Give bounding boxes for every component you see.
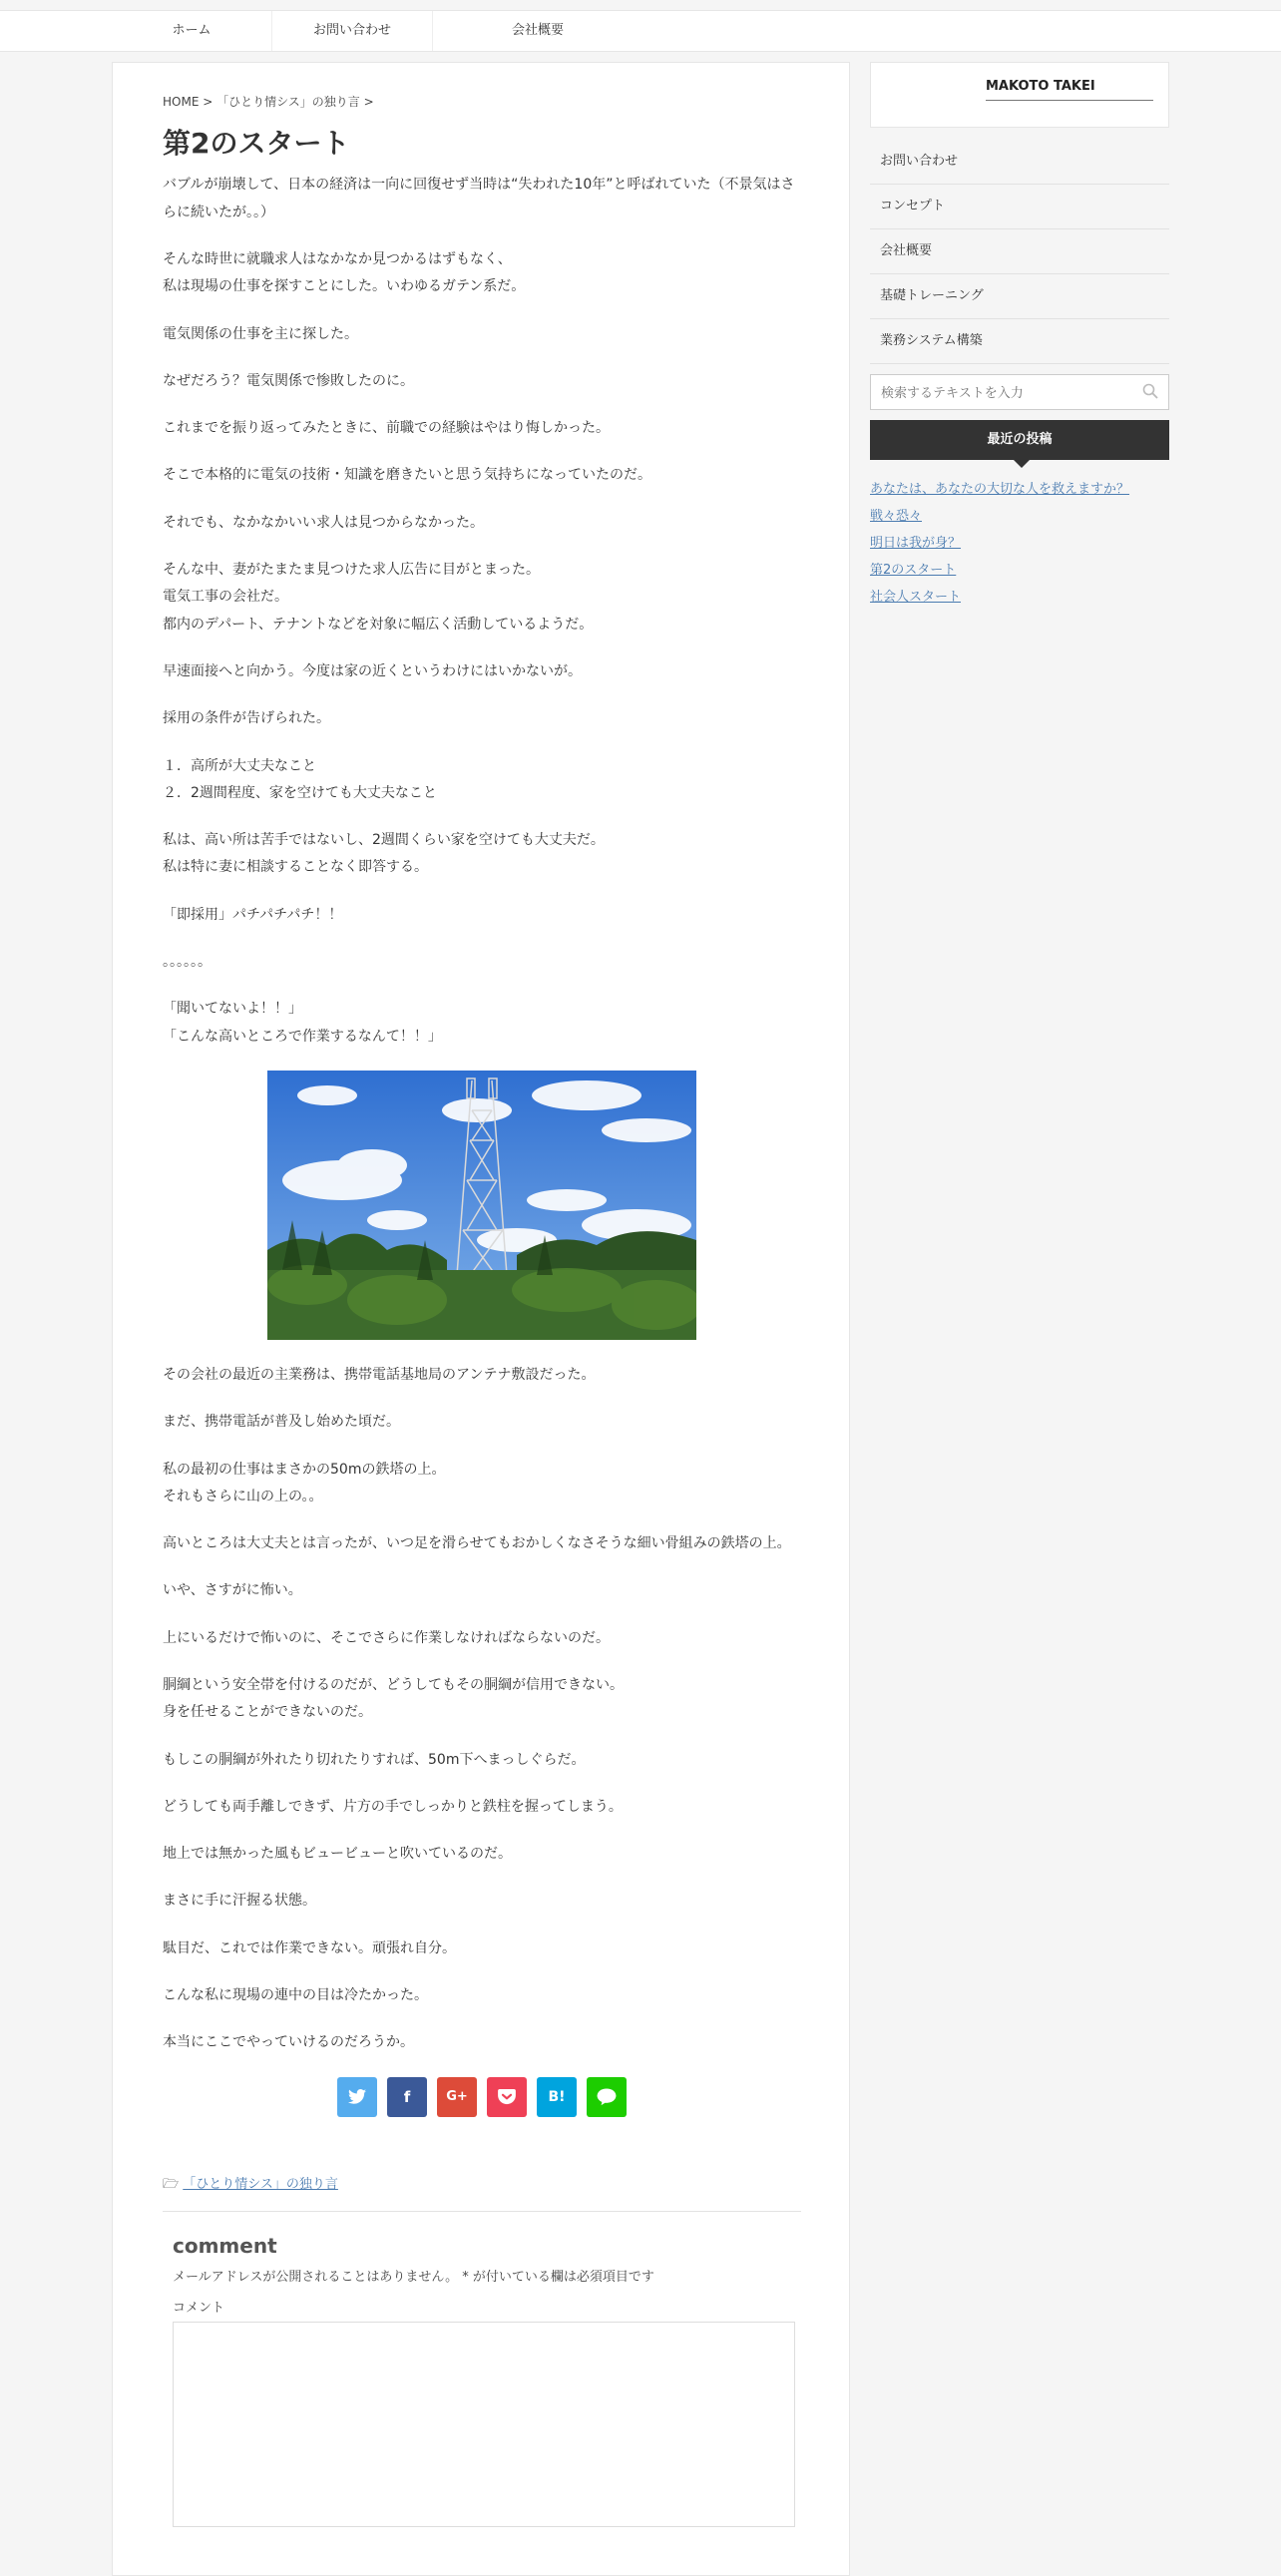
article-paragraph: そんな時世に就職求人はなかなか見つかるはずもなく、 私は現場の仕事を探すことにした。いわゆるガテン系だ。	[163, 250, 526, 295]
article-paragraph: なぜだろう？電気関係で惨敗したのに。	[163, 372, 414, 389]
sidebar-item-concept[interactable]: コンセプト	[870, 185, 1169, 229]
article-paragraph: これまでを振り返ってみたときに、前職での経験はやはり悔しかった。	[163, 420, 610, 437]
article-paragraph: 早速面接へと向かう。今度は家の近くというわけにはいかないが。	[163, 662, 582, 679]
recent-post-link[interactable]: 第2のスタート	[870, 563, 957, 578]
sidebar-item-training[interactable]: 基礎トレーニング	[870, 274, 1169, 319]
article-paragraph: まだ、携帯電話が普及し始めた頃だ。	[163, 1414, 400, 1431]
article-body-top	[163, 172, 801, 1051]
recent-post-link[interactable]: 戦々恐々	[870, 509, 923, 524]
nav-contact[interactable]: お問い合わせ	[272, 11, 433, 51]
article-paragraph: 駄目だ、これでは作業できない。頑張れ自分。	[163, 1939, 456, 1956]
sidebar	[870, 62, 1169, 611]
folder-icon: 🗁	[163, 2176, 180, 2192]
nav-company[interactable]: 会社概要	[511, 23, 564, 38]
author-box	[870, 62, 1169, 128]
tower-photo	[267, 1071, 696, 1340]
share-pocket-button[interactable]	[487, 2077, 527, 2117]
article-paragraph: 高いところは大丈夫とは言ったが、いつ足を滑らせてもおかしくなさそうな細い骨組みの鉄塔の上。	[163, 1535, 791, 1552]
share-line-button[interactable]	[587, 2077, 627, 2117]
post-category	[163, 2173, 801, 2212]
article-paragraph: それでも、なかなかいい求人は見つからなかった。	[163, 514, 484, 531]
article-paragraph: 地上では無かった風もビュービューと吹いているのだ。	[163, 1846, 512, 1863]
search-box	[870, 374, 1169, 410]
recent-posts-list	[870, 476, 1169, 611]
article-paragraph: こんな私に現場の連中の目は冷たかった。	[163, 1987, 428, 2004]
article-paragraph: もしこの胴綱が外れたり切れたりすれば、50m下へまっしぐらだ。	[163, 1751, 586, 1768]
search-icon[interactable]	[1142, 383, 1158, 399]
sidebar-item-contact[interactable]: お問い合わせ	[870, 140, 1169, 185]
breadcrumb-separator: >	[363, 95, 374, 109]
article-paragraph: そんな中、妻がたまたま見つけた求人広告に目がとまった。 電気工事の会社だ。 都内のデパート、テナントなどを対象に幅広く活動しているようだ。	[163, 562, 594, 633]
twitter-bird-icon	[348, 2089, 366, 2104]
article-image	[163, 1071, 801, 1344]
global-nav	[0, 10, 1281, 52]
top-strip	[0, 0, 1281, 10]
breadcrumb-separator: >	[203, 95, 214, 109]
article-paragraph: その会社の最近の主業務は、携帯電話基地局のアンテナ敷設だった。	[163, 1366, 596, 1383]
author-name: MAKOTO TAKEI	[986, 79, 1153, 101]
article-paragraph: 「即採用」パチパチパチ！！	[163, 906, 343, 923]
article-content	[163, 93, 801, 2527]
comment-note: メールアドレスが公開されることはありません。 * が付いている欄は必須項目です	[173, 2269, 654, 2285]
share-hatena-button[interactable]: B!	[537, 2077, 577, 2117]
share-twitter-button[interactable]	[337, 2077, 377, 2117]
comment-textarea[interactable]	[173, 2322, 795, 2527]
sidebar-item-system[interactable]: 業務システム構築	[870, 319, 1169, 364]
comment-section	[163, 2212, 801, 2527]
article-paragraph: 本当にここでやっていけるのだろうか。	[163, 2034, 414, 2051]
article-paragraph: まさに手に汗握る状態。	[163, 1893, 316, 1910]
recent-post-link[interactable]: 明日は我が身？	[870, 536, 962, 551]
search-input[interactable]	[871, 375, 1132, 411]
breadcrumb-home[interactable]: HOME	[163, 95, 200, 109]
recent-post-link[interactable]: あなたは、あなたの大切な人を救えますか？	[870, 482, 1130, 497]
article-paragraph: 私は、高い所は苦手ではないし、2週間くらい家を空けても大丈夫だ。 私は特に妻に相談することなく即答する。	[163, 832, 605, 876]
line-chat-icon	[597, 2088, 617, 2106]
article-paragraph: どうしても両手離しできず、片方の手でしっかりと鉄柱を握ってしまう。	[163, 1798, 623, 1815]
share-googleplus-button[interactable]: G+	[437, 2077, 477, 2117]
article-paragraph: 採用の条件が告げられた。	[163, 710, 330, 727]
sidebar-menu	[870, 140, 1169, 364]
share-buttons	[163, 2077, 801, 2117]
article-container	[112, 62, 850, 2576]
nav-home[interactable]: ホーム	[112, 11, 272, 51]
page-title: 第2のスタート	[163, 127, 350, 160]
article-paragraph: 胴綱という安全帯を付けるのだが、どうしてもその胴綱が信用できない。 身を任せることができないのだ。	[163, 1677, 624, 1721]
article-body-bottom	[163, 1362, 801, 2057]
article-paragraph: 。。。。。。	[163, 954, 212, 971]
article-paragraph: バブルが崩壊して、日本の経済は一向に回復せず当時は“失われた10年”と呼ばれていた（不景気はさらに続いたが。。）	[163, 177, 795, 220]
article-paragraph: 上にいるだけで怖いのに、そこでさらに作業しなければならないのだ。	[163, 1629, 610, 1646]
sidebar-item-company[interactable]: 会社概要	[870, 229, 1169, 274]
article-paragraph: １．高所が大丈夫なこと ２．2週間程度、家を空けても大丈夫なこと	[163, 757, 437, 801]
category-link[interactable]: 「ひとり情シス」の独り言	[183, 2176, 338, 2192]
comment-label: コメント	[173, 2300, 225, 2316]
article-paragraph: 「聞いてないよ！！」 「こんな高いところで作業するなんて！！」	[163, 1001, 442, 1045]
article-paragraph: 電気関係の仕事を主に探した。	[163, 325, 358, 342]
breadcrumb-category[interactable]: 「ひとり情シス」の独り言	[216, 95, 360, 109]
article-paragraph: いや、さすがに怖い。	[163, 1582, 302, 1599]
comment-heading: comment	[173, 2233, 277, 2258]
share-facebook-button[interactable]: f	[387, 2077, 427, 2117]
article-paragraph: そこで本格的に電気の技術・知識を磨きたいと思う気持ちになっていたのだ。	[163, 467, 651, 484]
pocket-icon	[498, 2089, 516, 2105]
article-paragraph: 私の最初の仕事はまさかの50mの鉄塔の上。 それもさらに山の上の。。	[163, 1461, 446, 1504]
breadcrumb	[163, 93, 801, 110]
recent-post-link[interactable]: 社会人スタート	[870, 590, 962, 605]
recent-posts-heading: 最近の投稿	[870, 420, 1169, 460]
